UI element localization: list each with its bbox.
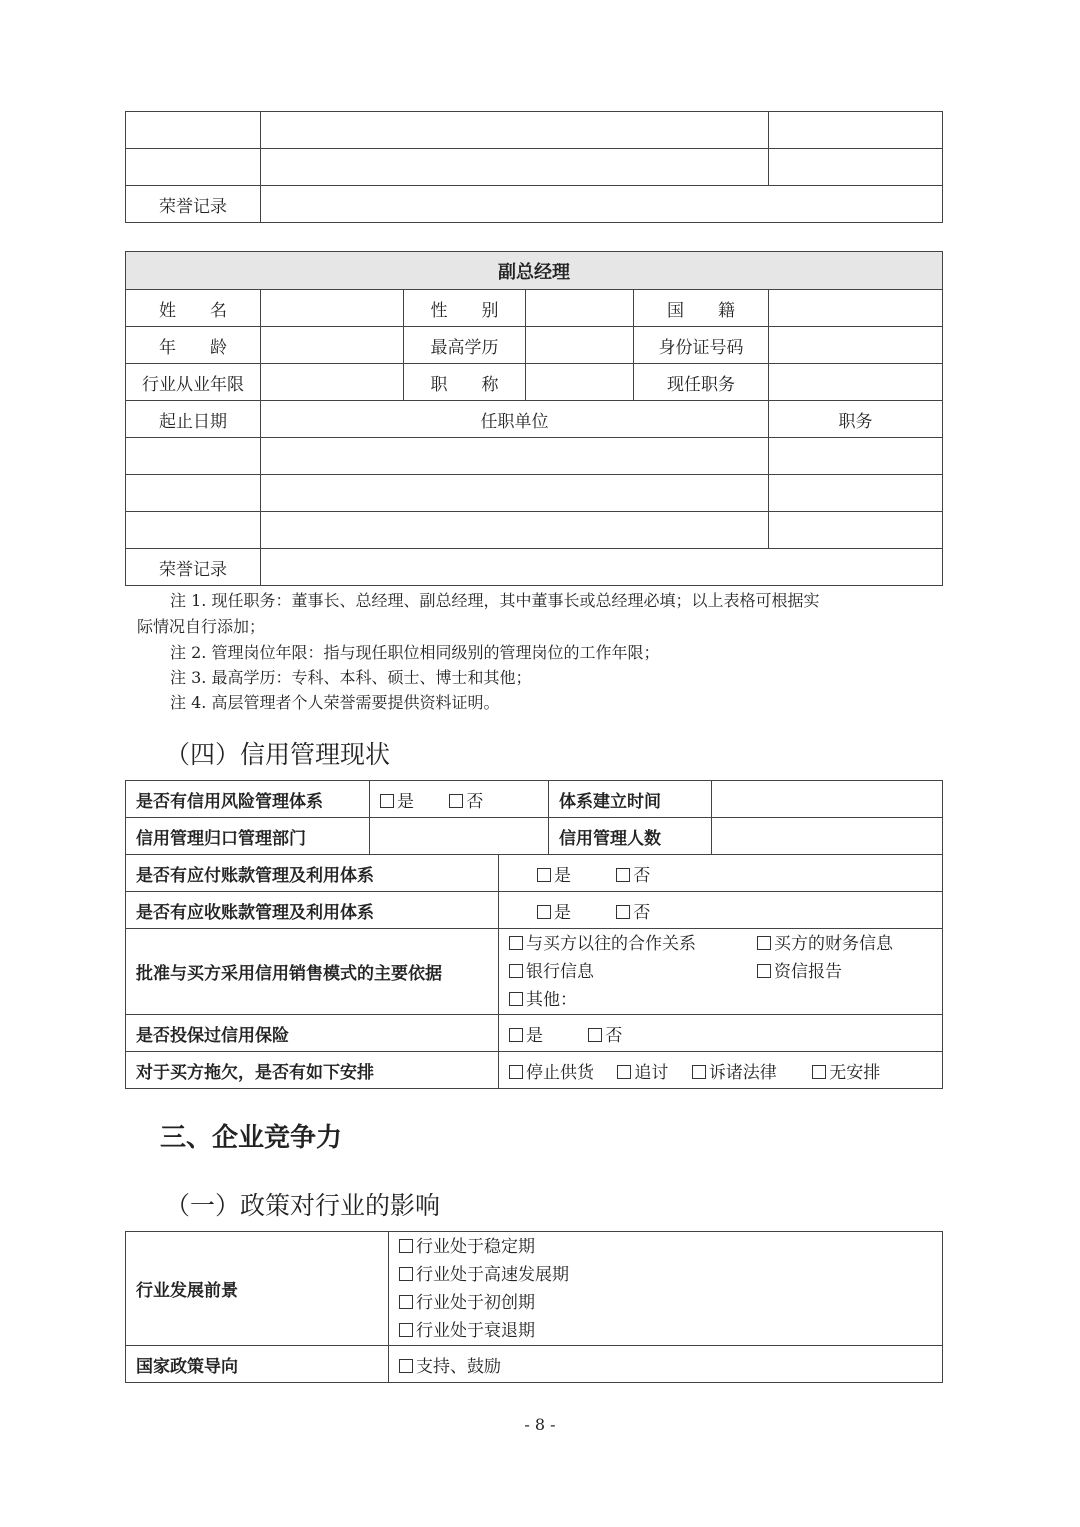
receivables-options (499, 892, 943, 929)
option[interactable]: 行业处于衰退期 (399, 1317, 932, 1345)
credit-staff-label: 信用管理人数 (549, 818, 712, 855)
cell[interactable] (769, 438, 943, 475)
cell[interactable] (126, 112, 261, 149)
honor-label: 荣誉记录 (126, 186, 261, 223)
title-value[interactable] (526, 364, 634, 401)
payables-label: 是否有应付账款管理及利用体系 (126, 855, 499, 892)
policy-direction-options (389, 1346, 943, 1383)
cell[interactable] (261, 475, 769, 512)
checkbox-icon[interactable] (616, 905, 630, 919)
honor-value[interactable] (261, 186, 943, 223)
credit-dept-label: 信用管理归口管理部门 (126, 818, 370, 855)
title-label: 职 称 (404, 364, 526, 401)
education-value[interactable] (526, 327, 634, 364)
checkbox-icon[interactable] (509, 1065, 523, 1079)
id-number-value[interactable] (769, 327, 943, 364)
nationality-label: 国 籍 (634, 290, 769, 327)
credit-risk-label: 是否有信用风险管理体系 (126, 781, 370, 818)
arrears-label: 对于买方拖欠，是否有如下安排 (126, 1052, 499, 1089)
cell[interactable] (769, 112, 943, 149)
arrears-options (499, 1052, 943, 1089)
credit-insurance-options (499, 1015, 943, 1052)
cell[interactable] (261, 438, 769, 475)
honor-value[interactable] (261, 549, 943, 586)
checkbox-icon[interactable] (537, 905, 551, 919)
industry-years-label: 行业从业年限 (126, 364, 261, 401)
option[interactable]: 否 (449, 787, 483, 812)
option[interactable]: 其他： (509, 990, 577, 1010)
note-4: 注 4. 高层管理者个人荣誉需要提供资料证明。 (170, 693, 500, 712)
checkbox-icon[interactable] (509, 936, 523, 950)
option[interactable]: 买方的财务信息 (757, 934, 893, 954)
cell[interactable] (769, 149, 943, 186)
checkbox-icon[interactable] (509, 992, 523, 1006)
option[interactable]: 追讨 (617, 1058, 668, 1083)
receivables-label: 是否有应收账款管理及利用体系 (126, 892, 499, 929)
checkbox-icon[interactable] (449, 794, 463, 808)
cell[interactable] (769, 512, 943, 549)
checkbox-icon[interactable] (588, 1028, 602, 1042)
employer-header: 任职单位 (261, 401, 769, 438)
checkbox-icon[interactable] (399, 1267, 413, 1281)
option[interactable]: 资信报告 (757, 962, 842, 982)
checkbox-icon[interactable] (380, 794, 394, 808)
gender-label: 性 别 (404, 290, 526, 327)
checkbox-icon[interactable] (509, 1028, 523, 1042)
section-title: （四）信用管理现状 (165, 740, 391, 769)
cell[interactable] (261, 512, 769, 549)
page-number: - 8 - (524, 1415, 556, 1434)
industry-years-value[interactable] (261, 364, 404, 401)
checkbox-icon[interactable] (537, 868, 551, 882)
checkbox-icon[interactable] (617, 1065, 631, 1079)
age-label: 年 龄 (126, 327, 261, 364)
gender-value[interactable] (526, 290, 634, 327)
option[interactable]: 行业处于高速发展期 (399, 1261, 932, 1289)
date-range-header: 起止日期 (126, 401, 261, 438)
checkbox-icon[interactable] (399, 1323, 413, 1337)
checkbox-icon[interactable] (399, 1295, 413, 1309)
note-3: 注 3. 最高学历：专科、本科、硕士、博士和其他； (170, 668, 532, 687)
option[interactable]: 停止供货 (509, 1058, 594, 1083)
option[interactable]: 无安排 (812, 1058, 880, 1083)
checkbox-icon[interactable] (692, 1065, 706, 1079)
credit-dept-value[interactable] (370, 818, 549, 855)
policy-direction-label: 国家政策导向 (126, 1346, 389, 1383)
credit-table (125, 780, 943, 1089)
note-2: 注 2. 管理岗位年限：指与现任职位相同级别的管理岗位的工作年限； (170, 643, 660, 662)
checkbox-icon[interactable] (509, 964, 523, 978)
id-number-label: 身份证号码 (634, 327, 769, 364)
system-date-value[interactable] (712, 781, 943, 818)
deputy-gm-table (125, 251, 943, 586)
option[interactable]: 否 (616, 861, 650, 886)
note-1: 注 1. 现任职务：董事长、总经理、副总经理，其中董事长或总经理必填；以上表格可根据实 (170, 591, 820, 610)
credit-staff-value[interactable] (712, 818, 943, 855)
honors-table-top (125, 111, 943, 223)
cell[interactable] (126, 438, 261, 475)
current-position-value[interactable] (769, 364, 943, 401)
system-date-label: 体系建立时间 (549, 781, 712, 818)
name-label: 姓 名 (126, 290, 261, 327)
credit-insurance-label: 是否投保过信用保险 (126, 1015, 499, 1052)
policy-table (125, 1231, 943, 1383)
position-header: 职务 (769, 401, 943, 438)
credit-risk-options (370, 781, 549, 818)
checkbox-icon[interactable] (399, 1239, 413, 1253)
option[interactable]: 是 (537, 898, 571, 923)
cell[interactable] (769, 475, 943, 512)
name-value[interactable] (261, 290, 404, 327)
industry-outlook-options (389, 1232, 943, 1346)
checkbox-icon[interactable] (812, 1065, 826, 1079)
cell[interactable] (126, 475, 261, 512)
note-1-cont: 际情况自行添加； (137, 617, 266, 636)
nationality-value[interactable] (769, 290, 943, 327)
credit-basis-label: 批准与买方采用信用销售模式的主要依据 (126, 929, 499, 1015)
honor-label: 荣誉记录 (126, 549, 261, 586)
cell[interactable] (261, 149, 769, 186)
option[interactable]: 支持、鼓励 (399, 1357, 501, 1377)
checkbox-icon[interactable] (399, 1359, 413, 1373)
option[interactable]: 是 (537, 861, 571, 886)
credit-basis-options (499, 929, 943, 1015)
chapter-title: 三、企业竞争力 (160, 1123, 343, 1153)
cell[interactable] (126, 149, 261, 186)
current-position-label: 现任职务 (634, 364, 769, 401)
checkbox-icon[interactable] (616, 868, 630, 882)
age-value[interactable] (261, 327, 404, 364)
option[interactable]: 否 (588, 1021, 622, 1046)
table-title: 副总经理 (126, 252, 943, 290)
option[interactable]: 与买方以往的合作关系 (509, 930, 757, 958)
option[interactable]: 银行信息 (509, 958, 757, 986)
option[interactable]: 否 (616, 898, 650, 923)
cell[interactable] (261, 112, 769, 149)
payables-options (499, 855, 943, 892)
checkbox-icon[interactable] (757, 936, 771, 950)
option[interactable]: 是 (380, 787, 414, 812)
option[interactable]: 行业处于初创期 (399, 1289, 932, 1317)
industry-outlook-label: 行业发展前景 (126, 1232, 389, 1346)
option[interactable]: 是 (509, 1021, 543, 1046)
option[interactable]: 行业处于稳定期 (399, 1233, 932, 1261)
subsection-title: （一）政策对行业的影响 (165, 1191, 441, 1220)
option[interactable]: 诉诸法律 (692, 1058, 777, 1083)
education-label: 最高学历 (404, 327, 526, 364)
checkbox-icon[interactable] (757, 964, 771, 978)
cell[interactable] (126, 512, 261, 549)
